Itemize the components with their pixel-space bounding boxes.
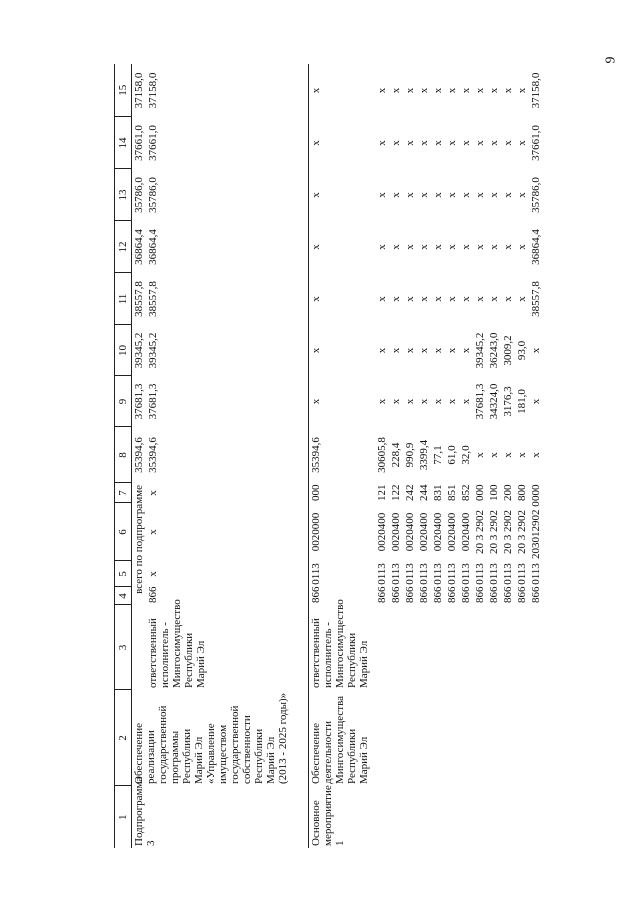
- cell-csr: 203012902 0: [530, 501, 542, 559]
- main-event-summary-row: [309, 64, 376, 848]
- cell-rzpr: x: [147, 571, 159, 577]
- cell-c12: x: [488, 244, 500, 250]
- cell-c13: x: [502, 192, 514, 198]
- cell-vr: 852: [460, 484, 472, 501]
- executor-line: Мингосимущество: [171, 599, 183, 688]
- cell-c11: x: [460, 296, 472, 302]
- header-cell: 10: [115, 325, 132, 376]
- cell-c14: 37661,0: [530, 125, 542, 161]
- cell-vr: 000: [474, 484, 486, 501]
- cell-grbs: 866: [446, 586, 458, 603]
- cell-c8: 35394,6: [309, 427, 376, 483]
- subprogram-total-label: всего по подпрограмме: [133, 485, 145, 594]
- cell-c14: x: [390, 140, 402, 146]
- cell-csr: 0020400: [404, 512, 416, 552]
- header-cell: 4: [115, 587, 132, 605]
- cell-grbs: 866: [474, 586, 486, 603]
- cell-c12: 36864,4: [530, 229, 542, 265]
- cell-c14: x: [404, 140, 416, 146]
- cell-c15: x: [404, 87, 416, 94]
- cell-c11: 38557,8: [530, 281, 542, 317]
- cell-c10: 39345,2: [474, 332, 486, 369]
- cell-grbs: 866: [516, 586, 528, 603]
- cell-c15: x: [376, 87, 388, 94]
- cell-c8: x: [530, 452, 542, 458]
- executor-line: Марий Эл: [195, 640, 207, 688]
- cell-rzpr: 0113: [474, 563, 486, 585]
- cell-c11: x: [446, 296, 458, 302]
- cell-c9: x: [530, 398, 542, 405]
- cell-c11: x: [502, 296, 514, 302]
- cell-c10: x: [432, 347, 444, 354]
- cell-vr: 121: [376, 484, 388, 501]
- cell-c12: 36864,4: [147, 229, 159, 265]
- cell-csr: 0020400: [460, 512, 472, 552]
- cell-c8: 990,9: [404, 442, 416, 468]
- cell-vr: x: [147, 490, 159, 496]
- main-event-code-line: мероприятие 1: [322, 785, 346, 846]
- cell-c14: x: [432, 140, 444, 146]
- cell-csr: 20 3 2902: [488, 510, 500, 554]
- cell-c13: x: [488, 192, 500, 198]
- cell-c14: x: [446, 140, 458, 146]
- header-row: [115, 64, 132, 848]
- cell-c8: 35394,6: [133, 437, 145, 473]
- subprogram-name-line: «Управление: [205, 723, 217, 784]
- main-event-name: [309, 690, 544, 786]
- subprogram-name-line: Марий Эл: [265, 736, 277, 784]
- cell-c14: x: [460, 140, 472, 146]
- cell-rzpr: 0113: [309, 561, 376, 587]
- cell-c15: 37158,0: [133, 72, 145, 109]
- cell-c15: x: [474, 87, 486, 94]
- cell-csr: 0020400: [418, 512, 430, 552]
- cell-grbs: 866: [309, 587, 376, 605]
- cell-csr: 0020400: [446, 512, 458, 552]
- cell-c12: x: [418, 244, 430, 250]
- cell-c13: x: [404, 192, 416, 198]
- cell-c8: 77,1: [432, 445, 444, 465]
- budget-table: [114, 64, 543, 848]
- cell-c11: x: [309, 273, 376, 325]
- cell-c13: 35786,0: [147, 177, 159, 213]
- cell-grbs: 866: [530, 586, 542, 603]
- main-event-executor: [309, 599, 544, 690]
- cell-grbs: 866: [432, 586, 444, 603]
- cell-c11: x: [488, 296, 500, 302]
- cell-c12: 36864,4: [133, 229, 145, 265]
- header-cell: 7: [115, 483, 132, 503]
- header-cell: 3: [115, 605, 132, 690]
- header-cell: 11: [115, 273, 132, 325]
- executor-line: Мингосимущество: [334, 599, 346, 688]
- cell-c9: x: [460, 398, 472, 405]
- cell-c9: x: [446, 398, 458, 405]
- subprogram-total-row: [132, 64, 147, 848]
- cell-c9: x: [418, 398, 430, 405]
- executor-line: Республики: [183, 632, 195, 688]
- cell-c15: x: [460, 87, 472, 94]
- cell-c8: 61,0: [446, 445, 458, 465]
- cell-c13: x: [516, 192, 528, 198]
- header-cell: 6: [115, 503, 132, 561]
- cell-c14: x: [488, 140, 500, 146]
- cell-c8: x: [516, 452, 528, 458]
- cell-c13: x: [309, 169, 376, 221]
- main-event-name-line: Республики: [346, 728, 358, 784]
- cell-c10: x: [309, 325, 376, 376]
- cell-c15: x: [516, 87, 528, 94]
- cell-c12: x: [502, 244, 514, 250]
- page-number: 9: [603, 56, 619, 64]
- cell-grbs: 866: [390, 586, 402, 603]
- cell-c10: 39345,2: [133, 332, 145, 369]
- cell-rzpr: 0113: [530, 563, 542, 585]
- subprogram-name-line: Республики: [181, 728, 193, 784]
- cell-c13: 35786,0: [530, 177, 542, 213]
- cell-c9: 37681,3: [474, 383, 486, 420]
- header-cell: 13: [115, 169, 132, 221]
- cell-csr: 20 3 2902: [474, 510, 486, 554]
- cell-rzpr: 0113: [418, 563, 430, 585]
- cell-grbs: 866: [418, 586, 430, 603]
- cell-rzpr: 0113: [488, 563, 500, 585]
- cell-grbs: 866: [488, 586, 500, 603]
- cell-vr: 242: [404, 484, 416, 501]
- cell-grbs: 866: [147, 586, 159, 603]
- subprogram-name-line: собственности: [241, 715, 253, 784]
- cell-c14: x: [309, 117, 376, 169]
- header-cell: 1: [115, 786, 132, 848]
- cell-c12: x: [460, 244, 472, 250]
- cell-c12: x: [516, 244, 528, 250]
- cell-c12: x: [474, 244, 486, 250]
- cell-c13: x: [474, 192, 486, 198]
- cell-c11: 38557,8: [133, 281, 145, 317]
- cell-c10: 36243,0: [488, 332, 500, 369]
- cell-c10: 39345,2: [147, 332, 159, 369]
- cell-c14: x: [474, 140, 486, 146]
- cell-grbs: 866: [376, 586, 388, 603]
- cell-c11: x: [404, 296, 416, 302]
- cell-c14: 37661,0: [147, 125, 159, 161]
- main-event-code-line: Основное: [310, 800, 322, 846]
- main-event-name-line: Обеспечение: [310, 723, 322, 784]
- cell-c12: x: [390, 244, 402, 250]
- cell-c8: 32,0: [460, 445, 472, 465]
- cell-c8: 35394,6: [147, 437, 159, 473]
- cell-c13: x: [418, 192, 430, 198]
- subprogram-name: [132, 690, 309, 786]
- header-cell: 2: [115, 690, 132, 786]
- cell-rzpr: 0113: [502, 563, 514, 585]
- cell-vr: 851: [446, 484, 458, 501]
- cell-c8: x: [502, 452, 514, 458]
- cell-c10: x: [390, 347, 402, 354]
- executor-line: Республики: [346, 632, 358, 688]
- cell-c9: x: [404, 398, 416, 405]
- subprogram-name-line: Республики: [253, 728, 265, 784]
- cell-csr: 0020400: [432, 512, 444, 552]
- executor-line: исполнитель -: [322, 622, 334, 688]
- cell-rzpr: 0113: [390, 563, 402, 585]
- cell-vr: 122: [390, 484, 402, 501]
- cell-rzpr: 0113: [432, 563, 444, 585]
- cell-c10: x: [460, 347, 472, 354]
- cell-c9: 37681,3: [133, 383, 145, 420]
- cell-c9: 37681,3: [147, 383, 159, 420]
- cell-c8: 3399,4: [418, 439, 430, 471]
- cell-c11: x: [516, 296, 528, 302]
- cell-c9: x: [432, 398, 444, 405]
- main-event-name-line: Марий Эл: [358, 736, 370, 784]
- cell-vr: 100: [488, 484, 500, 501]
- cell-c12: x: [404, 244, 416, 250]
- cell-c14: x: [418, 140, 430, 146]
- executor-line: ответственный: [310, 618, 322, 688]
- cell-vr: 831: [432, 484, 444, 501]
- cell-c9: x: [390, 398, 402, 405]
- header-cell: 8: [115, 427, 132, 483]
- header-cell: 12: [115, 221, 132, 273]
- cell-c13: x: [390, 192, 402, 198]
- header-cell: 5: [115, 561, 132, 587]
- cell-c11: x: [418, 296, 430, 302]
- cell-c15: x: [488, 87, 500, 94]
- cell-c13: x: [446, 192, 458, 198]
- cell-vr: 800: [516, 484, 528, 501]
- cell-c13: x: [460, 192, 472, 198]
- cell-csr: 0020400: [390, 512, 402, 552]
- cell-rzpr: 0113: [446, 563, 458, 585]
- cell-c10: x: [418, 347, 430, 354]
- cell-c13: x: [376, 192, 388, 198]
- executor-line: исполнитель -: [159, 622, 171, 688]
- cell-c8: x: [474, 452, 486, 458]
- cell-c15: x: [309, 64, 376, 117]
- cell-rzpr: 0113: [376, 563, 388, 585]
- cell-rzpr: 0113: [460, 563, 472, 585]
- subprogram-name-line: государственной: [157, 705, 169, 784]
- subprogram-name-line: Обеспечение: [133, 723, 145, 784]
- cell-c10: x: [404, 347, 416, 354]
- subprogram-name-line: государственной: [229, 705, 241, 784]
- cell-c13: 35786,0: [133, 177, 145, 213]
- cell-grbs: 866: [460, 586, 472, 603]
- subprogram-name-line: реализации: [145, 730, 157, 784]
- cell-c8: 30605,8: [376, 437, 388, 473]
- rotated-table-container: [114, 64, 608, 848]
- cell-vr: 200: [502, 484, 514, 501]
- cell-c15: x: [446, 87, 458, 94]
- cell-c12: x: [309, 221, 376, 273]
- cell-c15: x: [432, 87, 444, 94]
- cell-c15: 37158,0: [530, 72, 542, 109]
- cell-c10: 93,0: [516, 340, 528, 361]
- cell-c9: x: [309, 376, 376, 427]
- executor-line: ответственный: [147, 618, 159, 688]
- cell-c11: 38557,8: [147, 281, 159, 317]
- header-cell: 14: [115, 117, 132, 169]
- cell-csr: 20 3 2902: [502, 510, 514, 554]
- main-event-name-line: Мингосимущества: [334, 695, 346, 784]
- subprogram-name-line: имуществом: [217, 724, 229, 784]
- cell-c11: x: [474, 296, 486, 302]
- cell-c12: x: [376, 244, 388, 250]
- main-event-name-line: деятельности: [322, 721, 334, 784]
- cell-c14: x: [516, 140, 528, 146]
- cell-c14: x: [376, 140, 388, 146]
- cell-c10: x: [376, 347, 388, 354]
- cell-grbs: 866: [502, 586, 514, 603]
- main-event-code: [309, 786, 544, 848]
- cell-csr: 20 3 2902: [516, 510, 528, 554]
- cell-csr: 0020400: [376, 512, 388, 552]
- cell-c8: 228,4: [390, 442, 402, 468]
- cell-c15: x: [390, 87, 402, 94]
- cell-c12: x: [446, 244, 458, 250]
- subprogram-code: Подпрограмма 3: [133, 776, 157, 846]
- cell-c13: x: [432, 192, 444, 198]
- header-cell: 15: [115, 64, 132, 117]
- subprogram-name-line: Марий Эл: [193, 736, 205, 784]
- cell-vr: 000: [309, 483, 376, 503]
- cell-c9: 34324,0: [488, 383, 500, 420]
- cell-c12: x: [432, 244, 444, 250]
- cell-c9: 181,0: [516, 389, 528, 414]
- cell-c14: 37661,0: [133, 125, 145, 161]
- cell-rzpr: 0113: [404, 563, 416, 585]
- cell-grbs: 866: [404, 586, 416, 603]
- cell-vr: 244: [418, 484, 430, 501]
- cell-rzpr: 0113: [516, 563, 528, 585]
- executor-line: Марий Эл: [358, 640, 370, 688]
- subprogram-name-line: (2013 - 2025 годы)»: [277, 692, 289, 784]
- cell-c11: x: [432, 296, 444, 302]
- cell-c9: 3176,3: [502, 386, 514, 417]
- cell-c8: x: [488, 452, 500, 458]
- subprogram-name-line: программы: [169, 730, 181, 784]
- header-cell: 9: [115, 376, 132, 427]
- cell-c10: x: [530, 347, 542, 354]
- subprogram-executor: [146, 599, 309, 690]
- cell-csr: 0020000: [309, 503, 376, 561]
- cell-c11: x: [390, 296, 402, 302]
- cell-c15: 37158,0: [147, 72, 159, 109]
- cell-c10: 3009,2: [502, 335, 514, 366]
- cell-c15: x: [502, 87, 514, 94]
- cell-vr: 000: [530, 484, 542, 501]
- cell-c10: x: [446, 347, 458, 354]
- cell-c15: x: [418, 87, 430, 94]
- cell-c9: x: [376, 398, 388, 405]
- cell-c11: x: [376, 296, 388, 302]
- cell-c14: x: [502, 140, 514, 146]
- cell-csr: x: [147, 529, 159, 535]
